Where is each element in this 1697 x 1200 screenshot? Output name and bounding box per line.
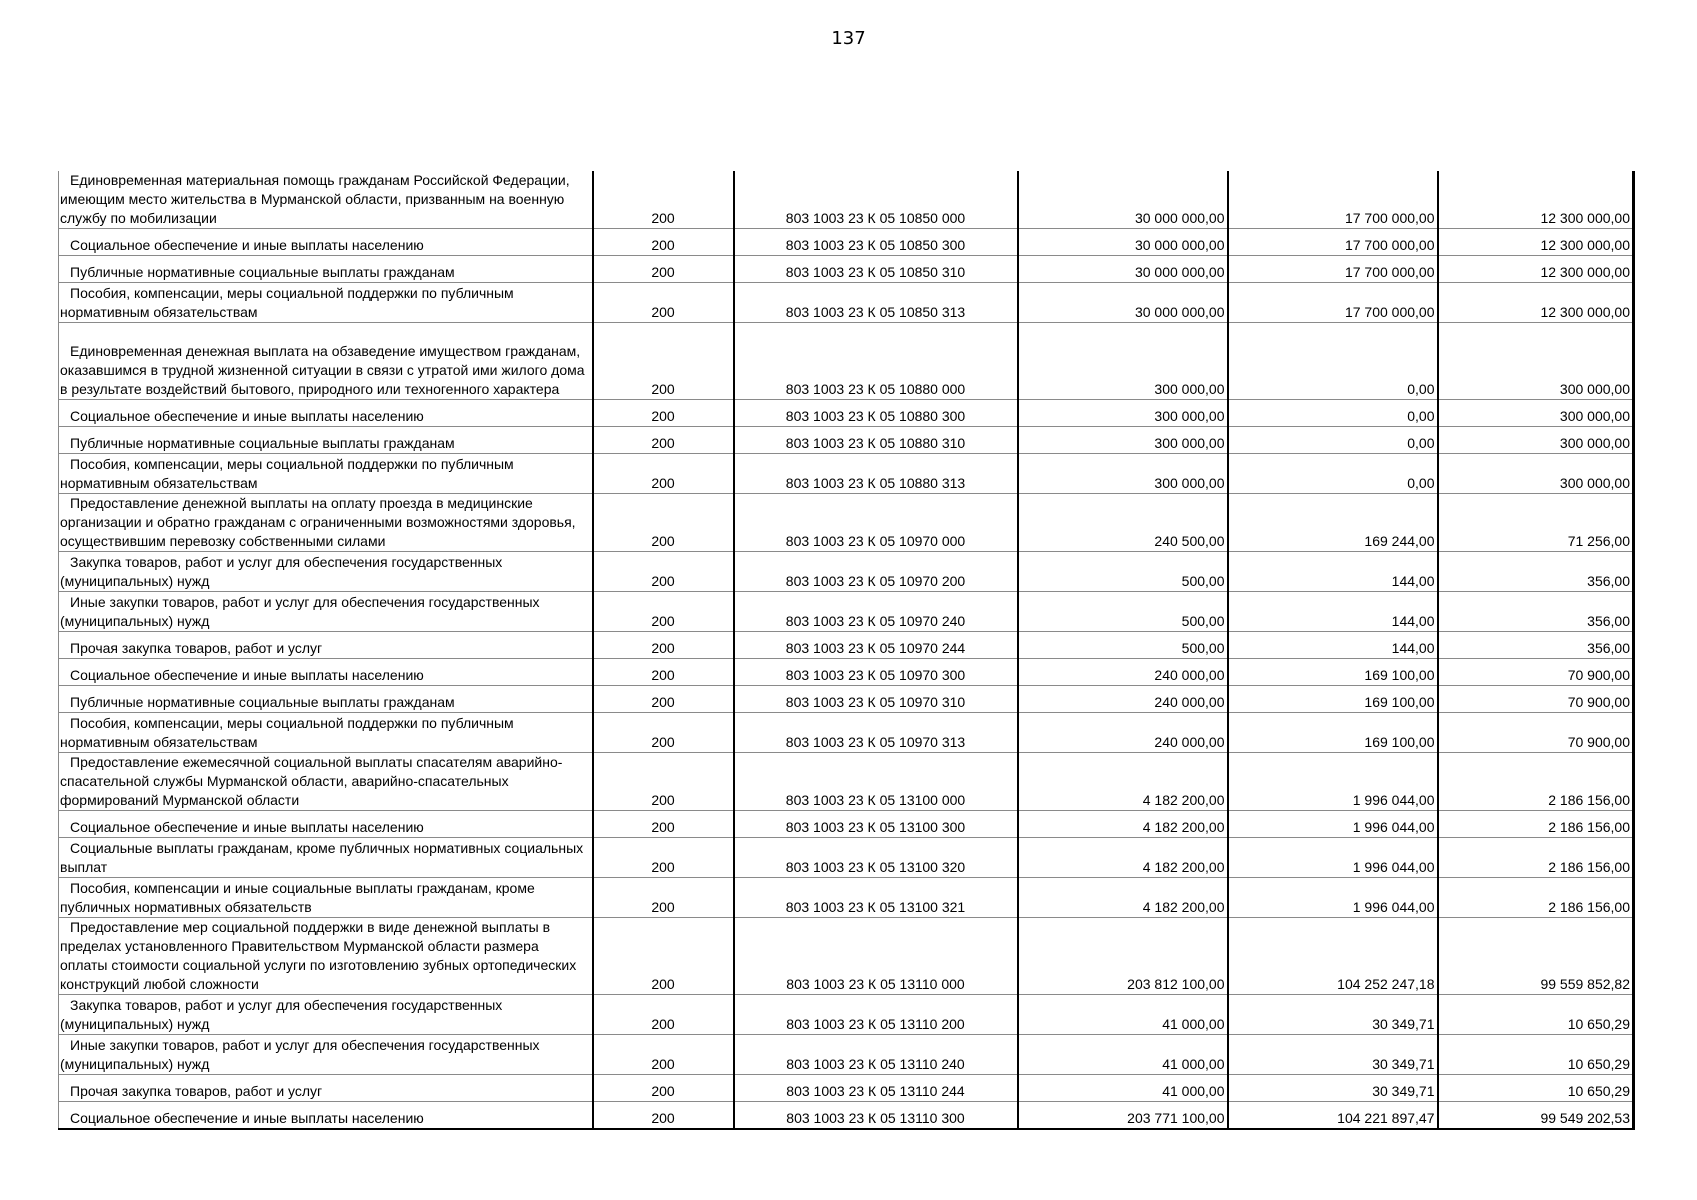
row-classification-code: 803 1003 23 К 05 13100 000	[734, 753, 1018, 811]
table-row	[59, 323, 1634, 400]
row-classification-code: 803 1003 23 К 05 10850 310	[734, 256, 1018, 283]
row-code: 200	[593, 753, 734, 811]
row-executed: 0,00	[1228, 323, 1438, 400]
row-code: 200	[593, 838, 734, 878]
row-code: 200	[593, 878, 734, 918]
row-approved: 500,00	[1018, 592, 1228, 632]
row-unexecuted: 70 900,00	[1438, 713, 1634, 753]
row-code: 200	[593, 1035, 734, 1075]
row-approved: 41 000,00	[1018, 1075, 1228, 1102]
row-name: Социальное обеспечение и иные выплаты населению	[59, 1102, 593, 1130]
row-executed: 169 100,00	[1228, 686, 1438, 713]
row-code: 200	[593, 171, 734, 229]
row-unexecuted: 300 000,00	[1438, 427, 1634, 454]
row-code: 200	[593, 229, 734, 256]
row-approved: 500,00	[1018, 632, 1228, 659]
row-approved: 300 000,00	[1018, 454, 1228, 494]
row-name: Социальное обеспечение и иные выплаты населению	[59, 659, 593, 686]
row-name: Иные закупки товаров, работ и услуг для обеспечения государственных (муниципальных) нужд	[59, 592, 593, 632]
row-approved: 4 182 200,00	[1018, 753, 1228, 811]
row-code: 200	[593, 552, 734, 592]
row-approved: 203 812 100,00	[1018, 918, 1228, 995]
row-name: Социальное обеспечение и иные выплаты населению	[59, 811, 593, 838]
row-classification-code: 803 1003 23 К 05 10970 200	[734, 552, 1018, 592]
table-row	[59, 256, 1634, 283]
table-row	[59, 713, 1634, 753]
row-approved: 300 000,00	[1018, 323, 1228, 400]
page-number: 137	[831, 28, 866, 49]
row-approved: 300 000,00	[1018, 427, 1228, 454]
row-approved: 30 000 000,00	[1018, 283, 1228, 323]
table-row	[59, 552, 1634, 592]
row-unexecuted: 10 650,29	[1438, 995, 1634, 1035]
row-unexecuted: 99 549 202,53	[1438, 1102, 1634, 1130]
row-executed: 169 100,00	[1228, 713, 1438, 753]
row-code: 200	[593, 400, 734, 427]
row-unexecuted: 12 300 000,00	[1438, 229, 1634, 256]
row-name: Предоставление денежной выплаты на оплату проезда в медицинские организации и обратно гражданам с ограниченными возможностями здоровья, осуществившим перевозку собственными силами	[59, 494, 593, 552]
row-classification-code: 803 1003 23 К 05 13110 244	[734, 1075, 1018, 1102]
row-executed: 0,00	[1228, 427, 1438, 454]
table-row	[59, 494, 1634, 552]
table-row	[59, 995, 1634, 1035]
row-unexecuted: 300 000,00	[1438, 323, 1634, 400]
row-code: 200	[593, 283, 734, 323]
row-code: 200	[593, 323, 734, 400]
row-executed: 1 996 044,00	[1228, 753, 1438, 811]
row-unexecuted: 99 559 852,82	[1438, 918, 1634, 995]
table-row	[59, 1075, 1634, 1102]
row-executed: 144,00	[1228, 592, 1438, 632]
row-code: 200	[593, 256, 734, 283]
row-unexecuted: 12 300 000,00	[1438, 256, 1634, 283]
table-row	[59, 427, 1634, 454]
table-row	[59, 283, 1634, 323]
row-classification-code: 803 1003 23 К 05 13110 240	[734, 1035, 1018, 1075]
row-executed: 17 700 000,00	[1228, 171, 1438, 229]
row-classification-code: 803 1003 23 К 05 10970 313	[734, 713, 1018, 753]
row-classification-code: 803 1003 23 К 05 13100 300	[734, 811, 1018, 838]
row-approved: 4 182 200,00	[1018, 811, 1228, 838]
table-row	[59, 632, 1634, 659]
table-row	[59, 454, 1634, 494]
row-name: Публичные нормативные социальные выплаты гражданам	[59, 427, 593, 454]
row-approved: 41 000,00	[1018, 995, 1228, 1035]
row-unexecuted: 356,00	[1438, 632, 1634, 659]
row-classification-code: 803 1003 23 К 05 10880 000	[734, 323, 1018, 400]
row-unexecuted: 12 300 000,00	[1438, 283, 1634, 323]
row-name: Предоставление мер социальной поддержки в виде денежной выплаты в пределах установленного Правительством Мурманской области размера оплаты стоимости социальной услуги по изготовлению зубных ортопедических конструкций любой сложности	[59, 918, 593, 995]
table-row	[59, 592, 1634, 632]
table-row	[59, 686, 1634, 713]
row-code: 200	[593, 918, 734, 995]
row-executed: 104 252 247,18	[1228, 918, 1438, 995]
row-classification-code: 803 1003 23 К 05 13110 300	[734, 1102, 1018, 1130]
row-approved: 500,00	[1018, 552, 1228, 592]
row-executed: 1 996 044,00	[1228, 811, 1438, 838]
row-unexecuted: 300 000,00	[1438, 400, 1634, 427]
row-executed: 169 244,00	[1228, 494, 1438, 552]
table-row	[59, 1102, 1634, 1130]
table-row	[59, 1035, 1634, 1075]
row-unexecuted: 2 186 156,00	[1438, 878, 1634, 918]
row-approved: 4 182 200,00	[1018, 838, 1228, 878]
row-executed: 30 349,71	[1228, 995, 1438, 1035]
row-approved: 4 182 200,00	[1018, 878, 1228, 918]
row-classification-code: 803 1003 23 К 05 10850 300	[734, 229, 1018, 256]
row-approved: 240 000,00	[1018, 686, 1228, 713]
row-code: 200	[593, 659, 734, 686]
table-row	[59, 838, 1634, 878]
row-unexecuted: 300 000,00	[1438, 454, 1634, 494]
table-row	[59, 659, 1634, 686]
row-executed: 144,00	[1228, 632, 1438, 659]
row-approved: 30 000 000,00	[1018, 256, 1228, 283]
row-code: 200	[593, 995, 734, 1035]
row-unexecuted: 70 900,00	[1438, 659, 1634, 686]
row-approved: 41 000,00	[1018, 1035, 1228, 1075]
row-code: 200	[593, 1102, 734, 1130]
row-unexecuted: 10 650,29	[1438, 1075, 1634, 1102]
row-unexecuted: 356,00	[1438, 592, 1634, 632]
row-classification-code: 803 1003 23 К 05 10970 310	[734, 686, 1018, 713]
row-executed: 144,00	[1228, 552, 1438, 592]
row-code: 200	[593, 494, 734, 552]
row-name: Пособия, компенсации и иные социальные выплаты гражданам, кроме публичных нормативных обязательств	[59, 878, 593, 918]
table-row	[59, 878, 1634, 918]
row-executed: 17 700 000,00	[1228, 256, 1438, 283]
row-code: 200	[593, 592, 734, 632]
row-approved: 240 000,00	[1018, 659, 1228, 686]
row-classification-code: 803 1003 23 К 05 10970 244	[734, 632, 1018, 659]
row-executed: 17 700 000,00	[1228, 283, 1438, 323]
row-code: 200	[593, 1075, 734, 1102]
row-classification-code: 803 1003 23 К 05 10970 000	[734, 494, 1018, 552]
row-approved: 203 771 100,00	[1018, 1102, 1228, 1130]
row-code: 200	[593, 427, 734, 454]
row-approved: 240 500,00	[1018, 494, 1228, 552]
row-classification-code: 803 1003 23 К 05 13110 200	[734, 995, 1018, 1035]
row-executed: 0,00	[1228, 400, 1438, 427]
row-classification-code: 803 1003 23 К 05 13110 000	[734, 918, 1018, 995]
table-row	[59, 918, 1634, 995]
row-name: Единовременная материальная помощь гражданам Российской Федерации, имеющим место жительства в Мурманской области, призванным на военную службу по мобилизации	[59, 171, 593, 229]
row-classification-code: 803 1003 23 К 05 10880 310	[734, 427, 1018, 454]
row-unexecuted: 2 186 156,00	[1438, 838, 1634, 878]
row-name: Закупка товаров, работ и услуг для обеспечения государственных (муниципальных) нужд	[59, 995, 593, 1035]
row-name: Пособия, компенсации, меры социальной поддержки по публичным нормативным обязательствам	[59, 454, 593, 494]
row-approved: 30 000 000,00	[1018, 229, 1228, 256]
row-classification-code: 803 1003 23 К 05 10880 313	[734, 454, 1018, 494]
row-unexecuted: 71 256,00	[1438, 494, 1634, 552]
row-classification-code: 803 1003 23 К 05 13100 321	[734, 878, 1018, 918]
row-name: Социальные выплаты гражданам, кроме публичных нормативных социальных выплат	[59, 838, 593, 878]
table-row	[59, 400, 1634, 427]
row-name: Публичные нормативные социальные выплаты гражданам	[59, 256, 593, 283]
row-name: Закупка товаров, работ и услуг для обеспечения государственных (муниципальных) нужд	[59, 552, 593, 592]
row-executed: 30 349,71	[1228, 1075, 1438, 1102]
row-unexecuted: 356,00	[1438, 552, 1634, 592]
row-approved: 300 000,00	[1018, 400, 1228, 427]
row-classification-code: 803 1003 23 К 05 13100 320	[734, 838, 1018, 878]
table-row	[59, 229, 1634, 256]
table-row	[59, 753, 1634, 811]
table-row	[59, 171, 1634, 229]
row-unexecuted: 10 650,29	[1438, 1035, 1634, 1075]
row-unexecuted: 12 300 000,00	[1438, 171, 1634, 229]
row-name: Прочая закупка товаров, работ и услуг	[59, 1075, 593, 1102]
row-code: 200	[593, 632, 734, 659]
row-name: Единовременная денежная выплата на обзаведение имуществом гражданам, оказавшимся в трудной жизненной ситуации в связи с утратой ими жилого дома в результате воздействий бытового, природного или техногенного характера	[59, 323, 593, 400]
row-approved: 240 000,00	[1018, 713, 1228, 753]
row-code: 200	[593, 686, 734, 713]
row-classification-code: 803 1003 23 К 05 10850 000	[734, 171, 1018, 229]
row-name: Прочая закупка товаров, работ и услуг	[59, 632, 593, 659]
row-executed: 17 700 000,00	[1228, 229, 1438, 256]
row-name: Пособия, компенсации, меры социальной поддержки по публичным нормативным обязательствам	[59, 283, 593, 323]
row-unexecuted: 2 186 156,00	[1438, 811, 1634, 838]
row-classification-code: 803 1003 23 К 05 10970 240	[734, 592, 1018, 632]
row-executed: 30 349,71	[1228, 1035, 1438, 1075]
budget-execution-table	[58, 171, 1635, 1130]
row-name: Пособия, компенсации, меры социальной поддержки по публичным нормативным обязательствам	[59, 713, 593, 753]
row-unexecuted: 70 900,00	[1438, 686, 1634, 713]
row-name: Публичные нормативные социальные выплаты гражданам	[59, 686, 593, 713]
row-name: Предоставление ежемесячной социальной выплаты спасателям аварийно-спасательной службы Мурманской области, аварийно-спасательных формирований Мурманской области	[59, 753, 593, 811]
row-code: 200	[593, 713, 734, 753]
row-executed: 169 100,00	[1228, 659, 1438, 686]
row-classification-code: 803 1003 23 К 05 10970 300	[734, 659, 1018, 686]
row-approved: 30 000 000,00	[1018, 171, 1228, 229]
row-executed: 1 996 044,00	[1228, 878, 1438, 918]
row-unexecuted: 2 186 156,00	[1438, 753, 1634, 811]
row-name: Социальное обеспечение и иные выплаты населению	[59, 400, 593, 427]
row-executed: 104 221 897,47	[1228, 1102, 1438, 1130]
row-name: Иные закупки товаров, работ и услуг для обеспечения государственных (муниципальных) нужд	[59, 1035, 593, 1075]
row-executed: 1 996 044,00	[1228, 838, 1438, 878]
row-code: 200	[593, 811, 734, 838]
row-code: 200	[593, 454, 734, 494]
table-row	[59, 811, 1634, 838]
row-classification-code: 803 1003 23 К 05 10850 313	[734, 283, 1018, 323]
row-name: Социальное обеспечение и иные выплаты населению	[59, 229, 593, 256]
row-executed: 0,00	[1228, 454, 1438, 494]
row-classification-code: 803 1003 23 К 05 10880 300	[734, 400, 1018, 427]
